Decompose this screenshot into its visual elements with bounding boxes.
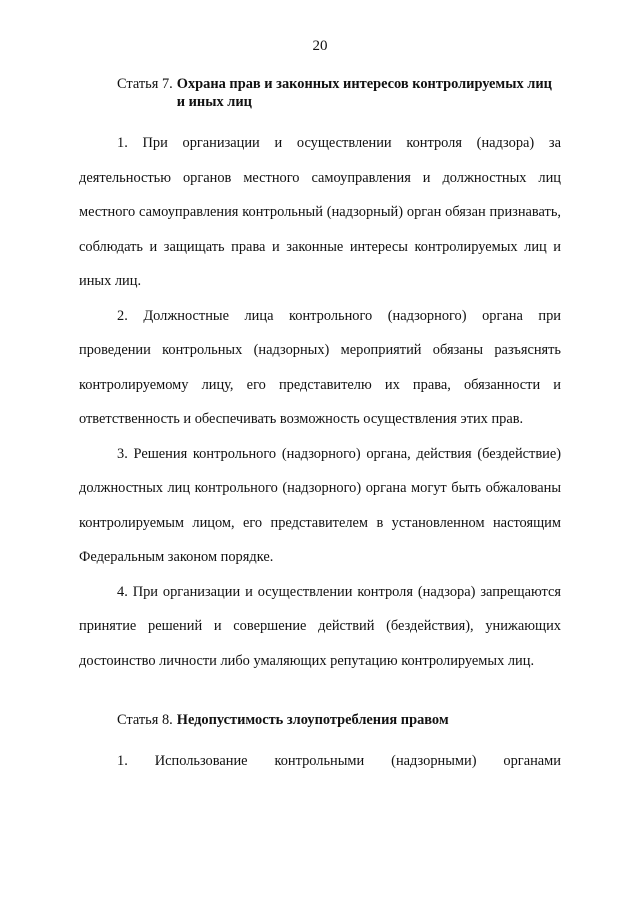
article-8-title: Недопустимость злоупотребления правом [176,712,449,728]
article-7-heading [117,75,561,111]
article-7-paragraph-4: 4. При организации и осуществлении контроля (надзора) запрещаются принятие решений и совершение действий (бездействия), унижающих достоинство личности либо умаляющих репутацию контролируемых лиц. [79,583,561,669]
article-7-paragraph-2: 2. Должностные лица контрольного (надзорного) органа при проведении контрольных (надзорных) мероприятий обязаны разъяснять контролируемому лицу, его представителю их права, обязанности и ответственность и обеспечивать возможность осуществления этих прав. [79,307,561,427]
document-body [79,75,561,779]
article-8-label: Статья 8. [117,712,173,728]
article-7-title: Охрана прав и законных интересов контролируемых лиц и иных лиц [176,76,552,110]
article-7-paragraph-3: 3. Решения контрольного (надзорного) органа, действия (бездействие) должностных лиц контрольного (надзорного) органа могут быть обжалованы контролируемым лицом, его представителем в установленном настоящим Федеральным законом порядке. [79,445,561,565]
page-number: 20 [312,38,328,54]
article-7-label: Статья 7. [117,76,173,92]
article-7-paragraph-1: 1. При организации и осуществлении контроля (надзора) за деятельностью органов местного самоуправления и должностных лиц местного самоуправления контрольный (надзорный) орган обязан признавать, соблюдать и защищать права и законные интересы контролируемых лиц и иных лиц. [79,135,561,289]
article-8-heading [117,711,561,729]
article-8-paragraph-1: 1. Использование контрольными (надзорными) органами [117,753,561,769]
